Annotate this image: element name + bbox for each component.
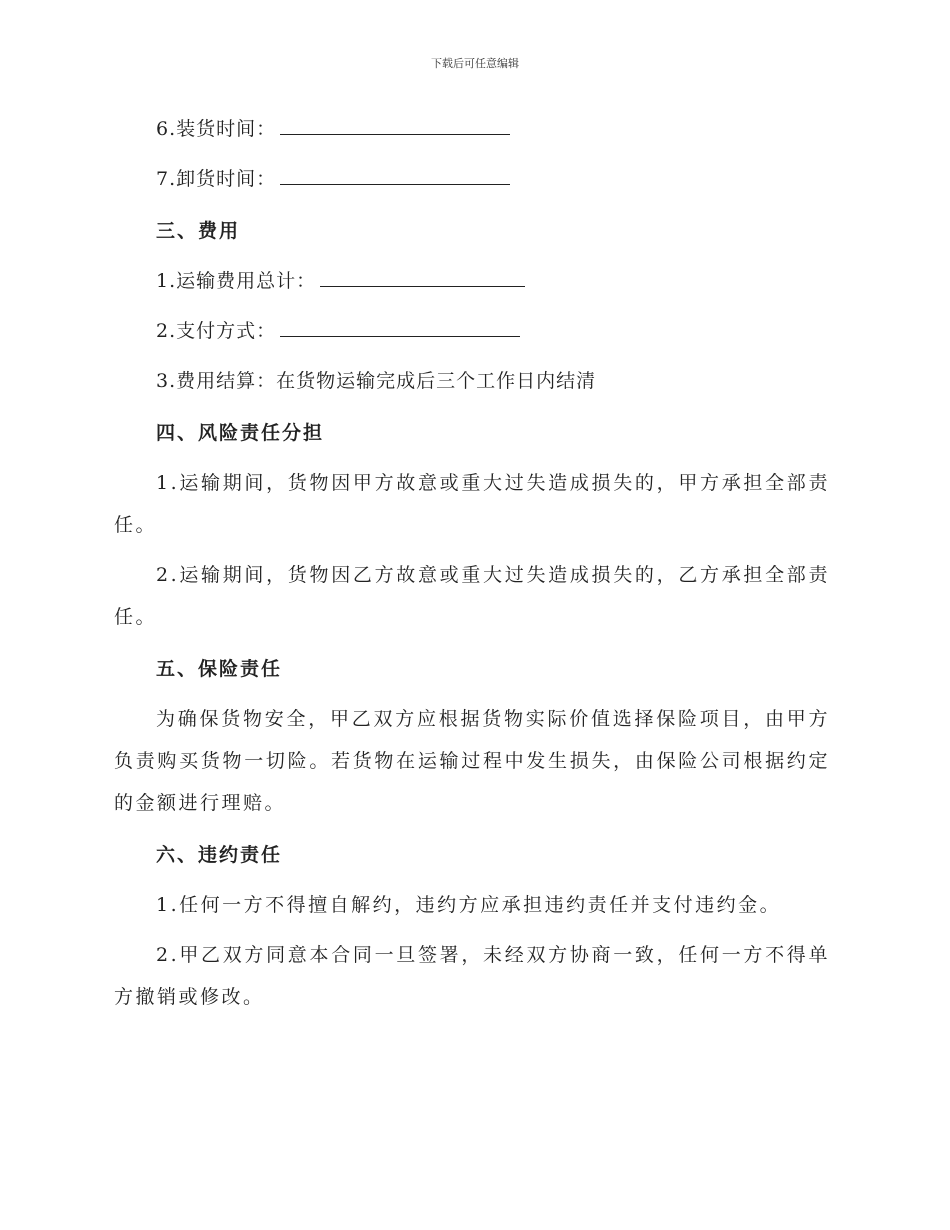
document-body [114, 108, 830, 1018]
section5-heading: 五、保险责任 [156, 658, 283, 680]
section6-paragraph-1: 1.任何一方不得擅自解约，违约方应承担违约责任并支付违约金。 [156, 894, 782, 916]
fee-settlement-text: 3.费用结算：在货物运输完成后三个工作日内结清 [156, 370, 597, 392]
section4-heading: 四、风险责任分担 [156, 422, 325, 444]
payment-method-blank [280, 320, 520, 337]
section6-heading: 六、违约责任 [156, 844, 283, 866]
loading-time-blank [280, 118, 510, 135]
loading-time-label: 6.装货时间： [156, 118, 277, 140]
total-fee-blank [320, 270, 525, 287]
unloading-time-label: 7.卸货时间： [156, 168, 277, 190]
section5-paragraph-1: 为确保货物安全，甲乙双方应根据货物实际价值选择保险项目，由甲方负责购买货物一切险。若货物在运输过程中发生损失，由保险公司根据约定的金额进行理赔。 [114, 708, 830, 814]
section6-paragraph-2: 2.甲乙双方同意本合同一旦签署，未经双方协商一致，任何一方不得单方撤销或修改。 [114, 944, 830, 1008]
section3-heading: 三、费用 [156, 220, 241, 242]
payment-method-label: 2.支付方式： [156, 320, 277, 342]
header-note: 下载后可任意编辑 [431, 57, 519, 70]
total-fee-label: 1.运输费用总计： [156, 270, 317, 292]
payment-method-field [114, 310, 830, 352]
loading-time-field [114, 108, 830, 150]
unloading-time-field [114, 158, 830, 200]
section4-paragraph-1: 1.运输期间，货物因甲方故意或重大过失造成损失的，甲方承担全部责任。 [114, 472, 830, 536]
section4-paragraph-2: 2.运输期间，货物因乙方故意或重大过失造成损失的，乙方承担全部责任。 [114, 564, 830, 628]
unloading-time-blank [280, 168, 510, 185]
total-fee-field [114, 260, 830, 302]
